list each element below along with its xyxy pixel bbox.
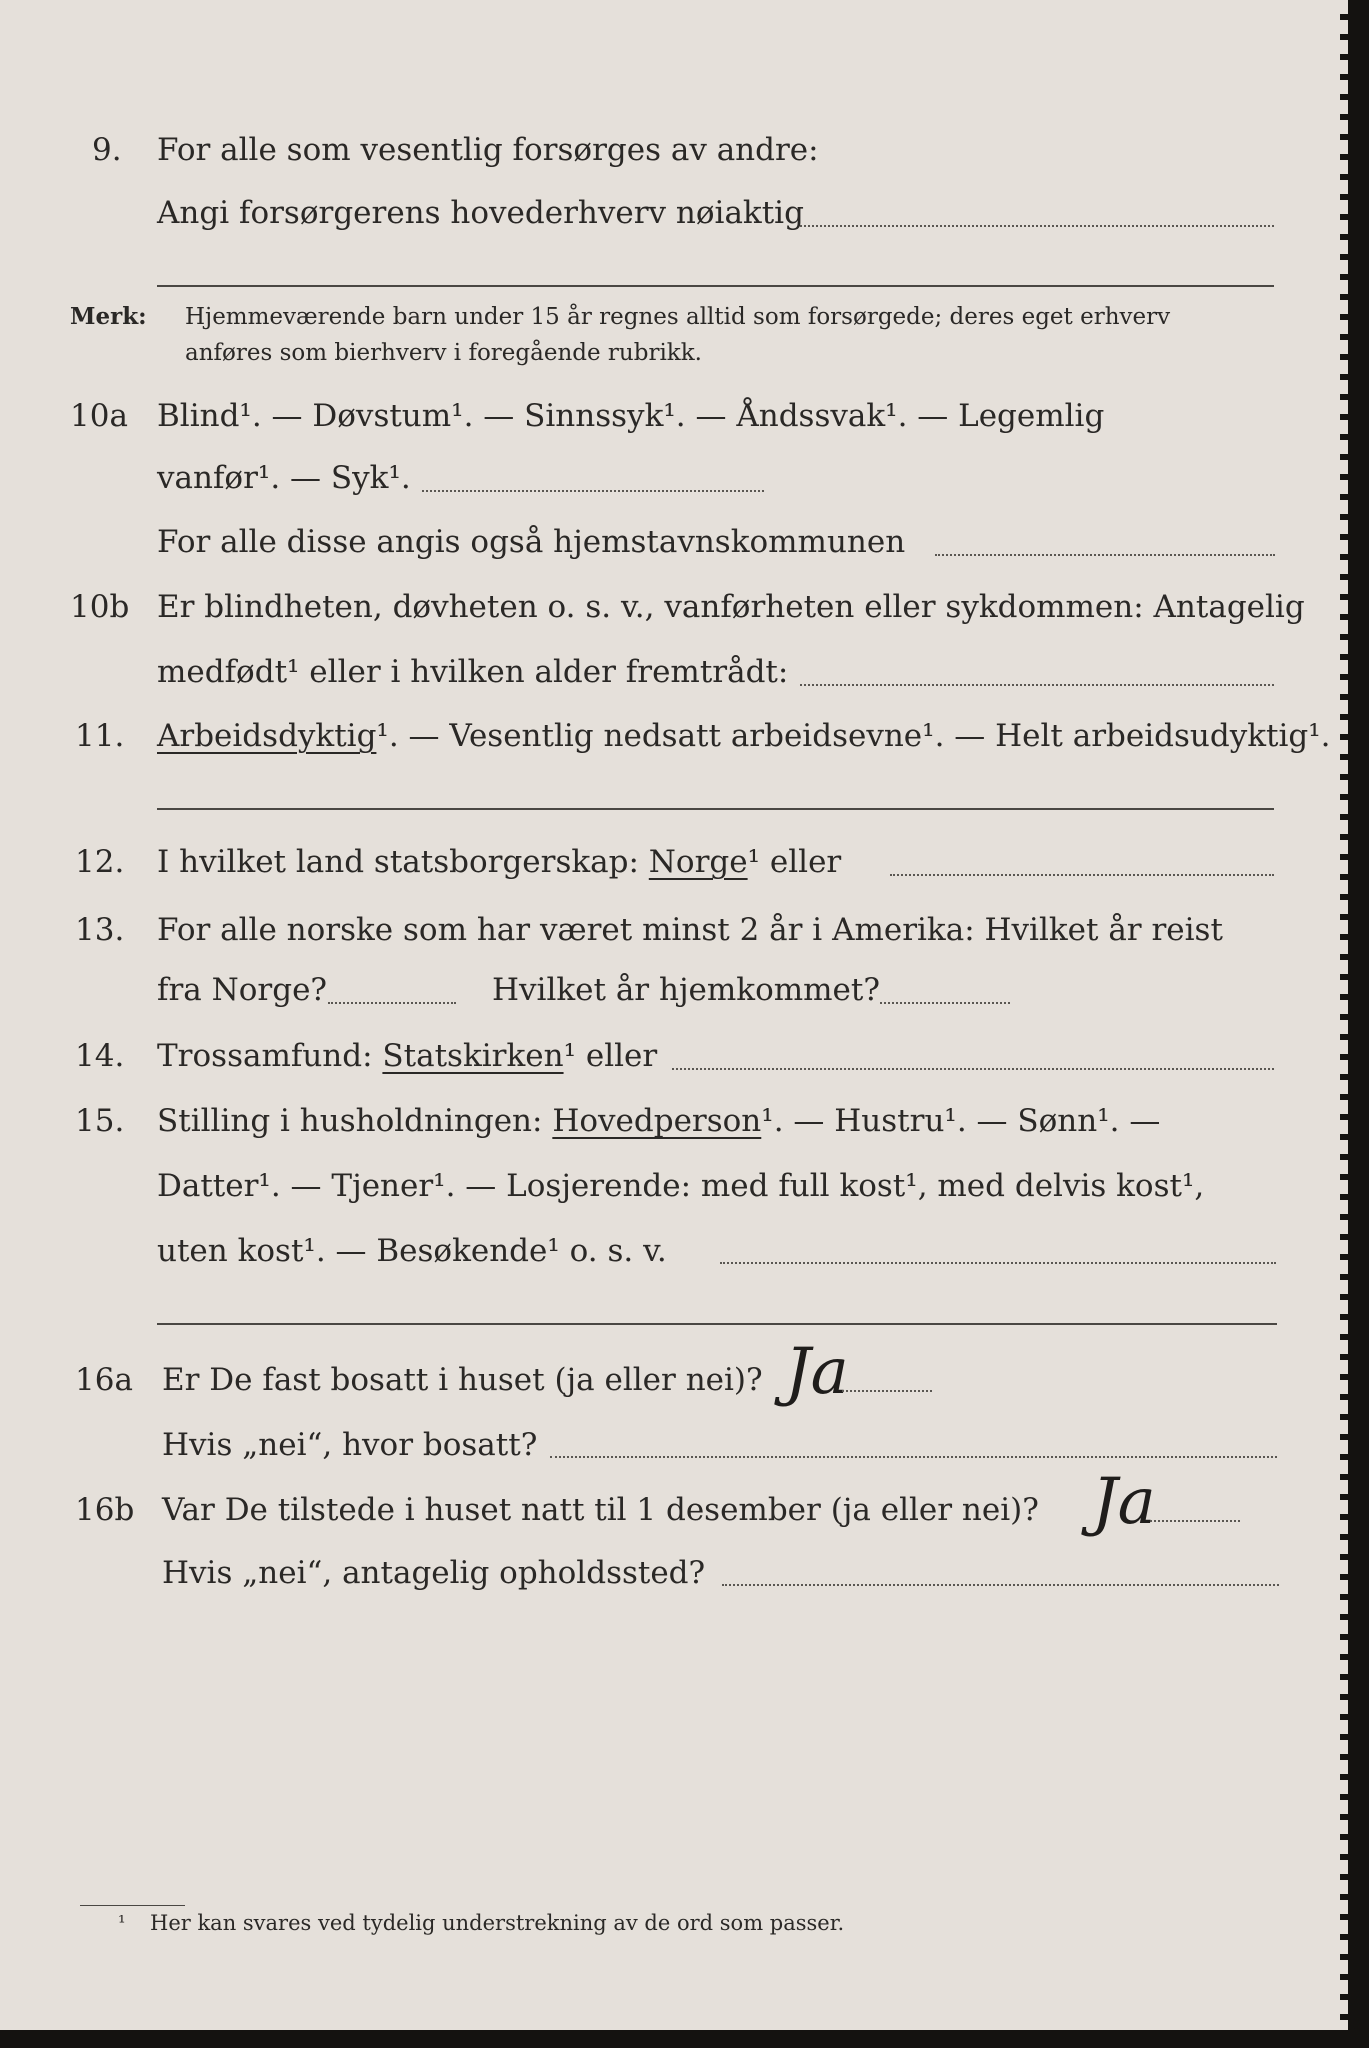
- q16a-answer-field[interactable]: [842, 1390, 932, 1392]
- q13-departure-label: fra Norge?: [157, 972, 328, 1008]
- q9-text: For alle som vesentlig forsørges av andre:: [157, 132, 819, 168]
- q11-text: [157, 716, 1331, 756]
- q15-position-field[interactable]: [720, 1262, 1276, 1264]
- q10a-text: Blind¹. — Døvstum¹. — Sinnssyk¹. — Åndssvak¹. — Legemlig: [157, 398, 1105, 434]
- q16a-line-2: Hvis „nei“, hvor bosatt?: [162, 1427, 538, 1463]
- footnote-text: Her kan svares ved tydelig understrekning av de ord som passer.: [150, 1911, 845, 1935]
- q11-number: 11.: [75, 718, 125, 754]
- q12-text: I hvilket land statsborgerskap: Norge¹ eller: [157, 844, 842, 880]
- q12-number: 12.: [75, 844, 125, 880]
- q14-text: Trossamfund: Statskirken¹ eller: [157, 1038, 658, 1074]
- q13-return-label: Hvilket år hjemkommet?: [492, 972, 880, 1008]
- note-line-2: anføres som bierhverv i foregående rubrikk.: [185, 340, 702, 366]
- q14-faith-field[interactable]: [672, 1068, 1274, 1070]
- q16b-answer-field[interactable]: [1150, 1520, 1240, 1522]
- q16a-text: Er De fast bosatt i huset (ja eller nei)?: [162, 1362, 763, 1398]
- q16a-number: 16a: [75, 1362, 133, 1398]
- q10a-home-municipality-field[interactable]: [935, 554, 1275, 556]
- q16a-handwritten-answer: Ja: [785, 1335, 849, 1409]
- q15-number: 15.: [75, 1103, 125, 1139]
- q10b-number: 10b: [70, 589, 130, 625]
- q15-text: Stilling i husholdningen: Hovedperson¹. — Hustru¹. — Sønn¹. —: [157, 1103, 1161, 1139]
- q9-occupation-label: Angi forsørgerens hovederhverv nøiaktig: [157, 195, 804, 231]
- q10a-number: 10a: [70, 398, 128, 434]
- q13-departure-year-field[interactable]: [328, 1002, 456, 1004]
- q10b-line-2: medfødt¹ eller i hvilken alder fremtrådt:: [157, 654, 789, 690]
- q14-selected-answer: Statskirken: [382, 1038, 564, 1074]
- q16b-stay-field[interactable]: [722, 1584, 1279, 1586]
- note-label: Merk:: [70, 303, 147, 330]
- q11-answer-line[interactable]: [157, 808, 1274, 810]
- note-line-1: Hjemmeværende barn under 15 år regnes alltid som forsørgede; deres eget erhverv: [185, 304, 1171, 330]
- q10a-line-3: For alle disse angis også hjemstavnskommunen: [157, 524, 906, 560]
- q15-line-3: uten kost¹. — Besøkende¹ o. s. v.: [157, 1233, 667, 1269]
- q13-number: 13.: [75, 912, 125, 948]
- footnote-divider: [80, 1905, 185, 1906]
- q16a-residence-field[interactable]: [550, 1456, 1277, 1458]
- q9-occupation-field[interactable]: [800, 225, 1274, 227]
- q11-selected-answer: Arbeidsdyktig: [157, 718, 377, 754]
- q13-text: For alle norske som har været minst 2 år i Amerika: Hvilket år reist: [157, 912, 1223, 948]
- q10b-text: Er blindheten, døvheten o. s. v., vanførheten eller sykdommen: Antagelig: [157, 589, 1305, 625]
- q14-number: 14.: [75, 1038, 125, 1074]
- q10b-age-field[interactable]: [800, 684, 1274, 686]
- q16b-handwritten-answer: Ja: [1092, 1465, 1156, 1539]
- q13-return-year-field[interactable]: [880, 1002, 1010, 1004]
- q12-country-field[interactable]: [890, 874, 1274, 876]
- q9-answer-line[interactable]: [157, 285, 1274, 287]
- footnote-mark: ¹: [118, 1912, 126, 1934]
- q9-number: 9.: [92, 132, 122, 168]
- q16b-line-2: Hvis „nei“, antagelig opholdssted?: [162, 1555, 706, 1591]
- q16b-number: 16b: [75, 1492, 135, 1528]
- q10a-sick-field[interactable]: [422, 490, 764, 492]
- q11-options: ¹. — Vesentlig nedsatt arbeidsevne¹. — Helt arbeidsudyktig¹.: [376, 718, 1331, 754]
- q16b-text: Var De tilstede i huset natt til 1 desember (ja eller nei)?: [162, 1492, 1039, 1528]
- q15-answer-line[interactable]: [157, 1323, 1277, 1325]
- q10a-line-2: vanfør¹. — Syk¹.: [157, 460, 411, 496]
- q15-line-2: Datter¹. — Tjener¹. — Losjerende: med full kost¹, med delvis kost¹,: [157, 1168, 1205, 1204]
- q15-selected-answer: Hovedperson: [552, 1103, 762, 1139]
- q12-selected-answer: Norge: [648, 844, 748, 880]
